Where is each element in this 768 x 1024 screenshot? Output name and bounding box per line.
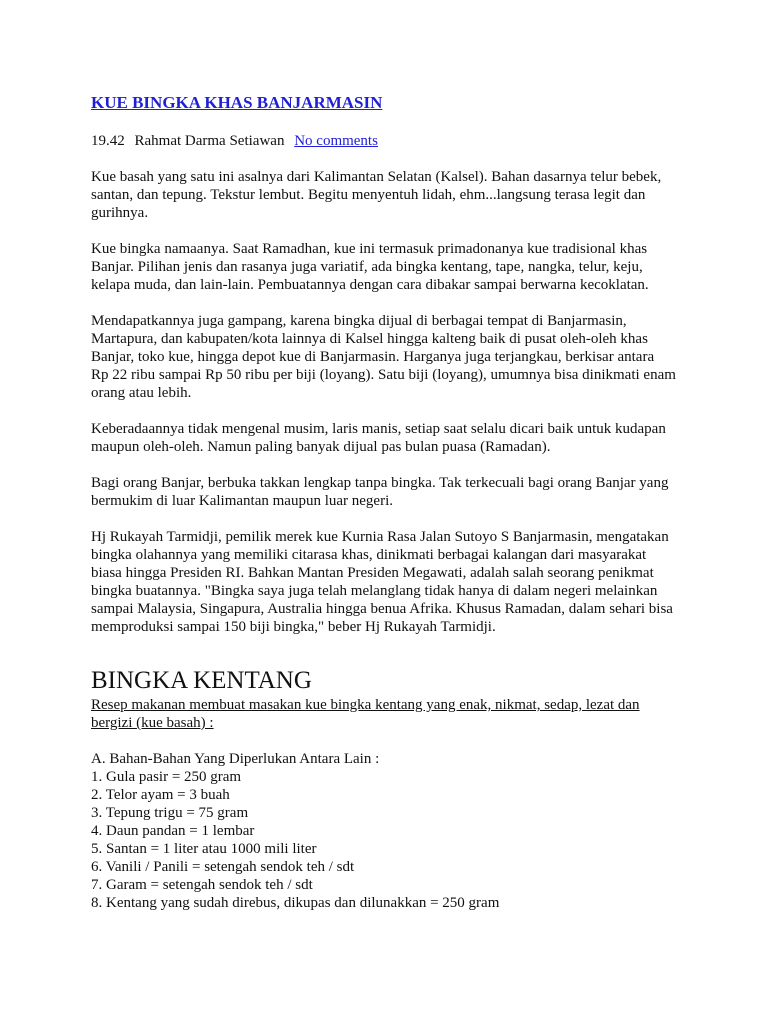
list-item: 2. Telor ayam = 3 buah [91,787,230,803]
paragraph-line: orang atau lebih. [91,385,192,401]
paragraph-line: Rp 22 ribu sampai Rp 50 ribu per biji (loyang). Satu biji (loyang), umumnya bisa dinikmati enam [91,367,676,383]
list-item: 8. Kentang yang sudah direbus, dikupas dan dilunakkan = 250 gram [91,895,500,911]
ingredients-list [91,768,691,912]
subtitle-line: Resep makanan membuat masakan kue bingka kentang yang enak, nikmat, sedap, lezat dan [91,697,640,713]
document-page [91,92,691,912]
paragraph-line: Banjar. Pilihan jenis dan rasanya juga variatif, ada bingka kentang, tape, nangka, telur, keju, [91,259,643,275]
spacer [91,510,691,528]
list-item: 5. Santan = 1 liter atau 1000 mili liter [91,841,317,857]
subtitle-line: bergizi (kue basah) : [91,715,214,731]
list-item: 1. Gula pasir = 250 gram [91,769,242,785]
paragraph-line: Bagi orang Banjar, berbuka takkan lengkap tanpa bingka. Tak terkecuali bagi orang Banjar yang [91,475,669,491]
paragraph-5 [91,474,691,510]
paragraph-line: Kue bingka namaanya. Saat Ramadhan, kue ini termasuk primadonanya kue tradisional khas [91,241,648,257]
paragraph-line: maupun oleh-oleh. Namun paling banyak dijual pas bulan puasa (Ramadan). [91,439,551,455]
paragraph-line: bingka olahannya yang memiliki citarasa khas, dinikmati berbagai kalangan dari masyarakat [91,547,647,563]
list-item: 3. Tepung trigu = 75 gram [91,805,249,821]
recipe-subtitle [91,696,691,732]
paragraph-6 [91,528,691,636]
spacer [91,636,691,666]
spacer [91,456,691,474]
paragraph-4 [91,420,691,456]
list-item: 7. Garam = setengah sendok teh / sdt [91,877,313,893]
spacer [91,222,691,240]
paragraph-line: kelapa muda, dan lain-lain. Pembuatannya dengan cara dibakar sampai berwarna kecoklatan. [91,277,649,293]
list-item: 6. Vanili / Panili = setengah sendok teh / sdt [91,859,355,875]
paragraph-line: biasa hingga Presiden RI. Bahkan Mantan Presiden Megawati, adalah salah seorang penikmat [91,565,654,581]
spacer [91,732,691,750]
paragraph-line: santan, dan tepung. Tekstur lembut. Begitu menyentuh lidah, ehm...langsung terasa legit dan [91,187,646,203]
paragraph-3 [91,312,691,402]
paragraph-line: bingka buatannya. "Bingka saya juga telah melanglang tidak hanya di dalam negeri melainkan [91,583,658,599]
spacer [91,294,691,312]
post-time: 19.42 [91,133,125,149]
ingredients-heading: A. Bahan-Bahan Yang Diperlukan Antara Lain : [91,751,380,767]
post-title-link[interactable]: KUE BINGKA KHAS BANJARMASIN [91,93,383,112]
spacer [91,150,691,168]
paragraph-line: Banjar, toko kue, hingga depot kue di Banjarmasin. Harganya juga terjangkau, berkisar antara [91,349,655,365]
post-meta [91,132,691,150]
list-item: 4. Daun pandan = 1 lembar [91,823,255,839]
spacer [91,402,691,420]
paragraph-line: Kue basah yang satu ini asalnya dari Kalimantan Selatan (Kalsel). Bahan dasarnya telur bebek, [91,169,662,185]
paragraph-line: Mendapatkannya juga gampang, karena bingka dijual di berbagai tempat di Banjarmasin, [91,313,627,329]
paragraph-line: bermukim di luar Kalimantan maupun luar negeri. [91,493,393,509]
paragraph-line: Keberadaannya tidak mengenal musim, laris manis, setiap saat selalu dicari baik untuk kudapan [91,421,666,437]
paragraph-line: Martapura, dan kabupaten/kota lainnya di Kalsel hingga kalteng baik di pusat oleh-oleh khas [91,331,648,347]
comments-link[interactable]: No comments [294,133,378,149]
paragraph-2 [91,240,691,294]
paragraph-line: Hj Rukayah Tarmidji, pemilik merek kue Kurnia Rasa Jalan Sutoyo S Banjarmasin, mengatakan [91,529,669,545]
paragraph-line: sampai Malaysia, Singapura, Australia hingga benua Afrika. Khusus Ramadan, dalam sehari bisa [91,601,673,617]
post-author: Rahmat Darma Setiawan [134,133,285,149]
paragraph-line: memproduksi sampai 150 biji bingka," beber Hj Rukayah Tarmidji. [91,619,496,635]
recipe-heading: BINGKA KENTANG [91,667,312,694]
paragraph-1 [91,168,691,222]
paragraph-line: gurihnya. [91,205,149,221]
